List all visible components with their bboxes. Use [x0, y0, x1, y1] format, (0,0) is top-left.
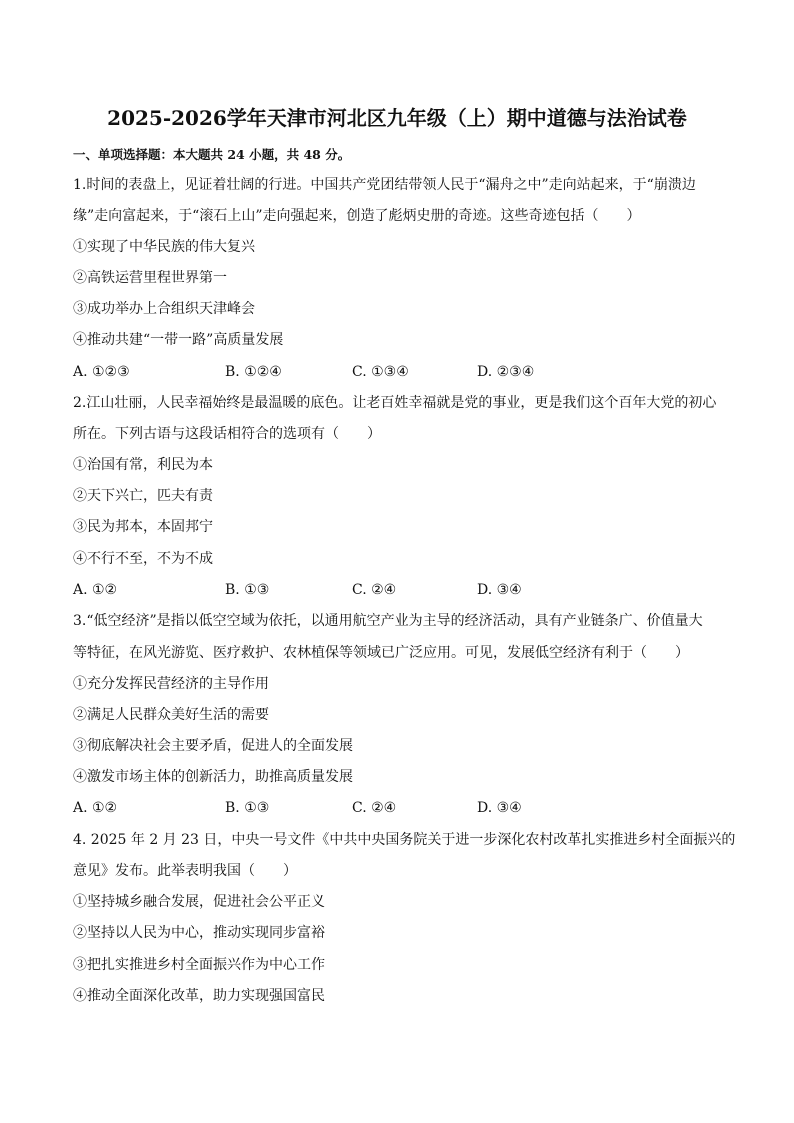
q2-choice-c: C. ②④ — [352, 582, 397, 598]
q1-choice-b: B. ①②④ — [225, 364, 282, 380]
q3-choice-c: C. ②④ — [352, 800, 397, 816]
q4-item-1: ①坚持城乡融合发展，促进社会公平正义 — [73, 894, 325, 910]
q4-stem-line-2: 意见》发布。此举表明我国（ ） — [73, 863, 297, 879]
q3-stem-line-2: 等特征，在风光游览、医疗救护、农林植保等领域已广泛应用。可见，发展低空经济有利于（ ） — [73, 645, 689, 661]
q1-stem-line-1: 1.时间的表盘上，见证着壮阔的行进。中国共产党团结带领人民于“漏舟之中”走向站起来，于“崩溃边 — [73, 177, 696, 193]
q3-item-3: ③彻底解决社会主要矛盾，促进人的全面发展 — [73, 738, 353, 754]
q4-item-2: ②坚持以人民为中心，推动实现同步富裕 — [73, 925, 325, 941]
q3-choice-d: D. ③④ — [477, 800, 522, 816]
q2-stem-line-2: 所在。下列古语与这段话相符合的选项有（ ） — [73, 426, 381, 442]
q2-item-1: ①治国有常，利民为本 — [73, 457, 213, 473]
q1-choice-d: D. ②③④ — [477, 364, 535, 380]
q4-item-3: ③把扎实推进乡村全面振兴作为中心工作 — [73, 957, 325, 973]
q3-choice-a: A. ①② — [73, 800, 118, 816]
q3-item-1: ①充分发挥民营经济的主导作用 — [73, 676, 269, 692]
q3-choice-b: B. ①③ — [225, 800, 270, 816]
q2-choice-d: D. ③④ — [477, 582, 522, 598]
exam-title: 2025-2026学年天津市河北区九年级（上）期中道德与法治试卷 — [107, 106, 687, 130]
section-heading: 一、单项选择题：本大题共 24 小题，共 48 分。 — [73, 147, 351, 162]
q2-item-3: ③民为邦本，本固邦宁 — [73, 519, 213, 535]
q1-item-4: ④推动共建“一带一路”高质量发展 — [73, 332, 284, 348]
q2-item-4: ④不行不至，不为不成 — [73, 551, 213, 567]
q1-stem-line-2: 缘”走向富起来，于“滚石上山”走向强起来，创造了彪炳史册的奇迹。这些奇迹包括（ ） — [73, 208, 641, 224]
q1-item-1: ①实现了中华民族的伟大复兴 — [73, 239, 255, 255]
q1-item-3: ③成功举办上合组织天津峰会 — [73, 301, 255, 317]
q2-choice-a: A. ①② — [73, 582, 118, 598]
q2-item-2: ②天下兴亡，匹夫有责 — [73, 488, 213, 504]
q3-item-4: ④激发市场主体的创新活力，助推高质量发展 — [73, 769, 353, 785]
q3-stem-line-1: 3.“低空经济”是指以低空空域为依托，以通用航空产业为主导的经济活动，具有产业链条广、价值量大 — [73, 613, 703, 629]
q4-item-4: ④推动全面深化改革，助力实现强国富民 — [73, 988, 325, 1004]
q1-choice-c: C. ①③④ — [352, 364, 409, 380]
q3-item-2: ②满足人民群众美好生活的需要 — [73, 707, 269, 723]
q2-choice-b: B. ①③ — [225, 582, 270, 598]
q1-item-2: ②高铁运营里程世界第一 — [73, 270, 227, 286]
q4-stem-line-1: 4. 2025 年 2 月 23 日，中央一号文件《中共中央国务院关于进一步深化农村改革扎实推进乡村全面振兴的 — [73, 832, 736, 848]
q2-stem-line-1: 2.江山壮丽，人民幸福始终是最温暖的底色。让老百姓幸福就是党的事业，更是我们这个百年大党的初心 — [73, 395, 717, 411]
q1-choice-a: A. ①②③ — [73, 364, 130, 380]
